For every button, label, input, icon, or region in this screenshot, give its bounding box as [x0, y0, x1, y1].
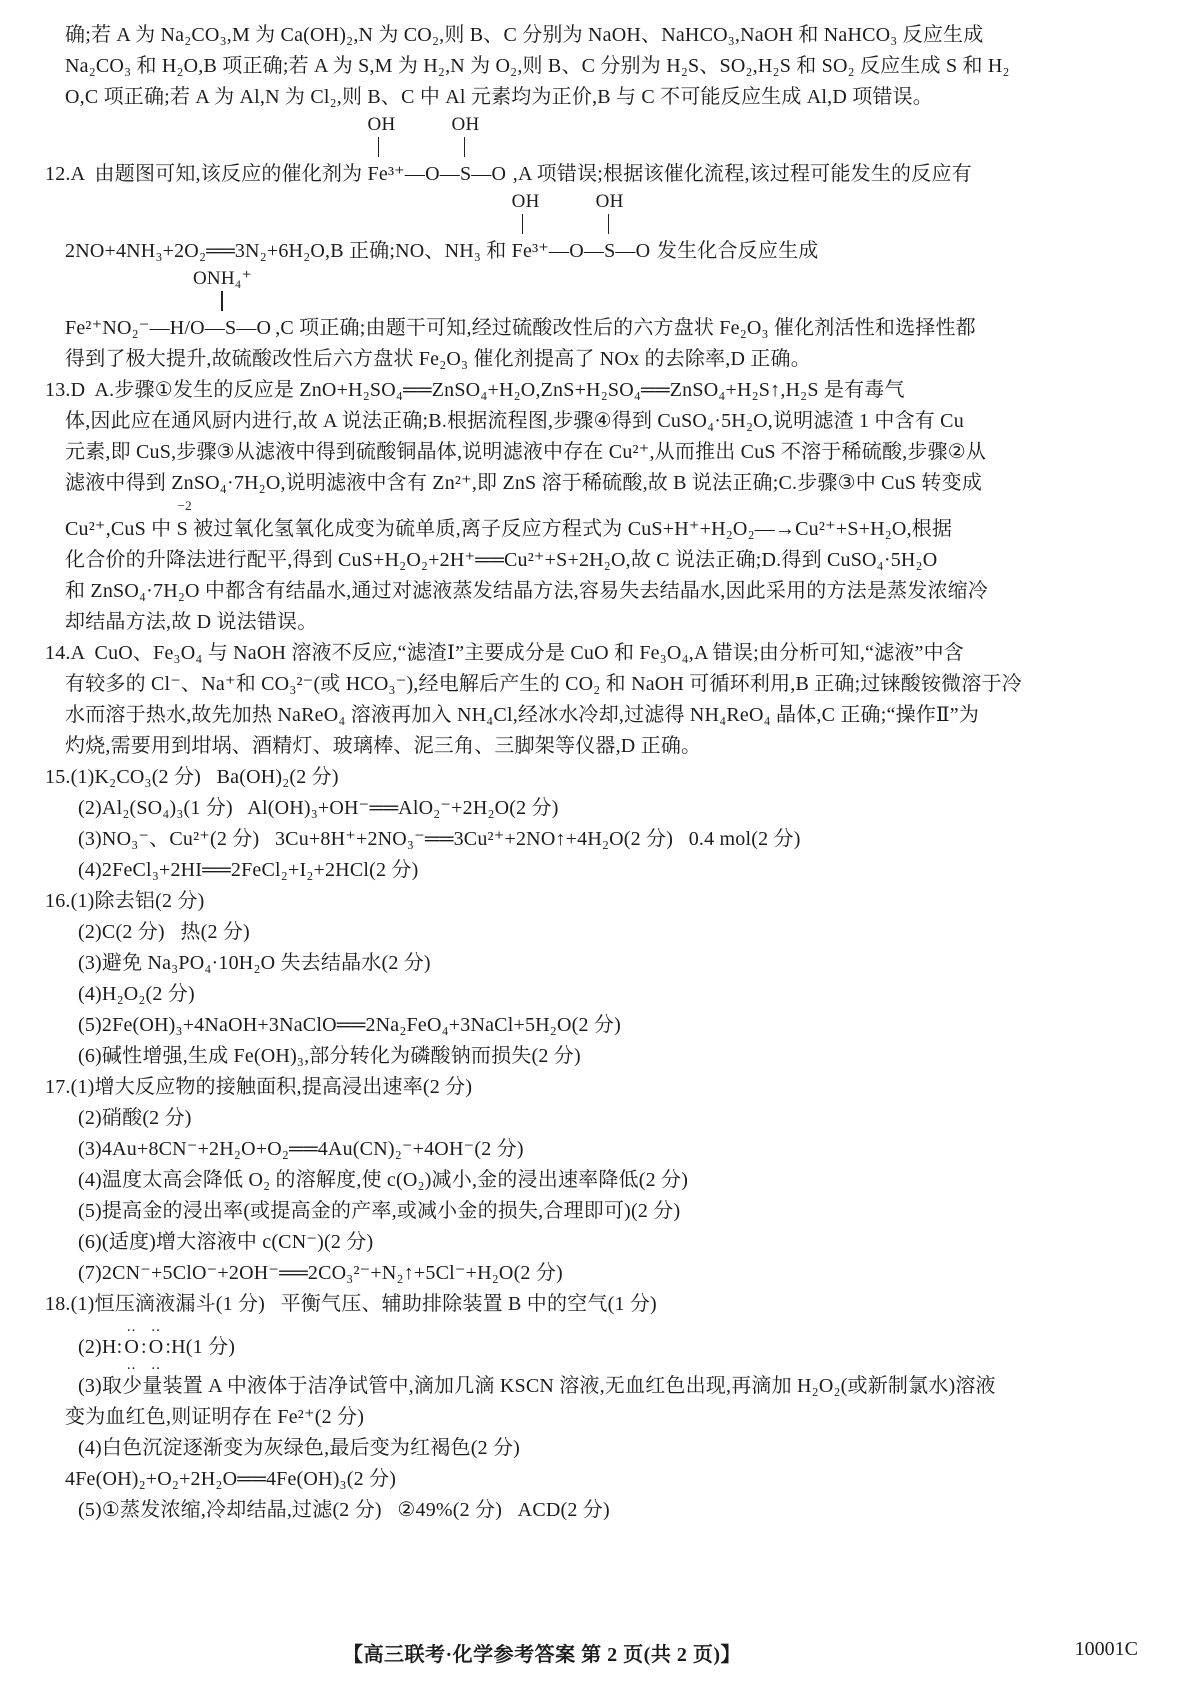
- q13-answer-line: 滤液中得到 ZnSO₄·7H₂O,说明滤液中含有 Zn²⁺,即 ZnS 溶于稀硫酸,故 B 说法正确;C.步骤③中 CuS 转变成: [65, 472, 983, 494]
- q13-answer-line: 13.D A.步骤①发生的反应是 ZnO+H₂SO₄══ZnSO₄+H₂O,ZnS+H₂SO₄══ZnSO₄+H₂S↑,H₂S 是有毒气: [45, 379, 905, 401]
- sulfur-atom: S: [176, 518, 188, 540]
- lone-pair-dots: ..: [126, 1357, 137, 1373]
- q14-answer-line: 灼烧,需要用到坩埚、酒精灯、玻璃棒、泥三角、三脚架等仪器,D 正确。: [65, 735, 702, 757]
- q18-answer-line: 18.(1)恒压滴液漏斗(1 分) 平衡气压、辅助排除装置 B 中的空气(1 分): [45, 1293, 657, 1315]
- q17-answer-line: (4)温度太高会降低 O₂ 的溶解度,使 c(O₂)减小,金的浸出速率降低(2 分): [78, 1169, 689, 1191]
- answer-content: [45, 20, 1145, 1526]
- q15-answer-line: (3)NO₃⁻、Cu²⁺(2 分) 3Cu+8H⁺+2NO₃⁻══3Cu²⁺+2NO↑+4H₂O(2 分) 0.4 mol(2 分): [78, 828, 801, 850]
- q18-answer-line: 变为血红色,则证明存在 Fe²⁺(2 分): [65, 1406, 365, 1428]
- q14-answer-line: 水而溶于热水,故先加热 NaReO₄ 溶液再加入 NH₄Cl,经冰水冷却,过滤得 NH₄ReO₄ 晶体,C 正确;“操作Ⅱ”为: [65, 704, 980, 726]
- structure-chain: Fe²⁺NO₂⁻—H/O—S—O: [65, 317, 272, 339]
- q13-answer-line: 元素,即 CuS,步骤③从滤液中得到硫酸铜晶体,说明滤液中存在 Cu²⁺,从而推出 CuS 不溶于稀硫酸,步骤②从: [65, 441, 987, 463]
- q17-answer-line: 17.(1)增大反应物的接触面积,提高浸出速率(2 分): [45, 1076, 473, 1098]
- catalyst-structure: [512, 190, 652, 267]
- lone-pair-dots: ..: [126, 1319, 137, 1335]
- q16-answer-line: 16.(1)除去铝(2 分): [45, 890, 205, 912]
- q11-answer-line: 确;若 A 为 Na₂CO₃,M 为 Ca(OH)₂,N 为 CO₂,则 B、C 分别为 NaOH、NaHCO₃,NaOH 和 NaHCO₃ 反应生成: [65, 24, 984, 46]
- lewis-oxygen: [124, 1319, 139, 1373]
- q14-answer-line: 有较多的 Cl⁻、Na⁺和 CO₃²⁻(或 HCO₃⁻),经电解后产生的 CO₂ 和 NaOH 可循环利用,B 正确;过铼酸铵微溶于冷: [65, 673, 1022, 695]
- q12-answer-line: [45, 113, 1145, 190]
- q13-answer-line: 化合价的升降法进行配平,得到 CuS+H₂O₂+2H⁺══Cu²⁺+S+2H₂O,故 C 说法正确;D.得到 CuSO₄·5H₂O: [65, 549, 938, 571]
- q12-text-post2: ,C 项正确;由题干可知,经过硫酸改性后的六方盘状 Fe₂O₃ 催化剂活性和选择性都: [270, 317, 976, 339]
- q18-answer-line: (3)取少量装置 A 中液体于洁净试管中,滴加几滴 KSCN 溶液,无血红色出现,再滴加 H₂O₂(或新制氯水)溶液: [78, 1375, 996, 1397]
- q13-answer-line: 却结晶方法,故 D 说法错误。: [65, 611, 318, 633]
- bond-line: [464, 137, 466, 157]
- oxygen-atom: O: [124, 1336, 139, 1358]
- lewis-oxygen: [148, 1319, 164, 1373]
- bond-line: [608, 214, 610, 234]
- q12-text-post: ,A 项错误;根据该催化流程,该过程可能发生的反应有: [507, 163, 972, 185]
- q15-answer-line: 15.(1)K₂CO₃(2 分) Ba(OH)₂(2 分): [45, 766, 339, 788]
- q16-answer-line: (3)避免 Na₃PO₄·10H₂O 失去结晶水(2 分): [78, 952, 431, 974]
- oxidation-state-structure: [176, 498, 192, 545]
- q11-answer-line: O,C 项正确;若 A 为 Al,N 为 Cl₂,则 B、C 中 Al 元素均为正价,B 与 C 不可能反应生成 Al,D 项错误。: [65, 86, 933, 108]
- oh-group-label: OH: [367, 114, 396, 135]
- oxygen-atom: O: [148, 1336, 164, 1358]
- q17-answer-line: (2)硝酸(2 分): [78, 1107, 192, 1129]
- q18-answer-line: (5)①蒸发浓缩,冷却结晶,过滤(2 分) ②49%(2 分) ACD(2 分): [78, 1499, 610, 1521]
- intermediate-structure: [65, 267, 270, 344]
- q16-answer-line: (4)H₂O₂(2 分): [78, 983, 195, 1005]
- lone-pair-dots: ..: [151, 1319, 161, 1335]
- q16-answer-line: (5)2Fe(OH)₃+4NaOH+3NaClO══2Na₂FeO₄+3NaCl+5H₂O(2 分): [78, 1014, 621, 1036]
- q15-answer-line: (2)Al₂(SO₄)₃(1 分) Al(OH)₃+OH⁻══AlO₂⁻+2H₂O(2 分): [78, 797, 559, 819]
- q16-answer-line: (6)碱性增强,生成 Fe(OH)₃,部分转化为磷酸钠而损失(2 分): [78, 1045, 581, 1067]
- footer-exam-title: 【高三联考·化学参考答案 第 2 页(共 2 页)】: [343, 1644, 741, 1666]
- q17-answer-line: (6)(适度)增大溶液中 c(CN⁻)(2 分): [78, 1231, 374, 1253]
- q12-equation-pre: 2NO+4NH₃+2O₂══3N₂+6H₂O,B 正确;NO、NH₃ 和: [65, 240, 512, 262]
- q11-answer-line: Na₂CO₃ 和 H₂O,B 项正确;若 A 为 S,M 为 H₂,N 为 O₂,则 B、C 分别为 H₂S、SO₂,H₂S 和 SO₂ 反应生成 S 和 H₂: [65, 55, 1010, 77]
- q18-lewis-line: [45, 1320, 1145, 1371]
- structure-chain: Fe³⁺—O—S—O: [511, 240, 651, 262]
- q13-answer-line: 和 ZnSO₄·7H₂O 中都含有结晶水,通过对滤液蒸发结晶方法,容易失去结晶水,因此采用的方法是蒸发浓缩冷: [65, 580, 989, 602]
- oh-group-label: OH: [451, 114, 480, 135]
- lone-pair-dots: ..: [151, 1357, 161, 1373]
- q12-text-pre: 12.A 由题图可知,该反应的催化剂为: [45, 163, 368, 185]
- oh-group-label: OH: [595, 191, 624, 212]
- q13-text-post: 被过氧化氢氧化成变为硫单质,离子反应方程式为 CuS+H⁺+H₂O₂—→Cu²⁺+S+H₂O,根据: [187, 518, 953, 540]
- footer-paper-code: 10001C: [1074, 1638, 1138, 1660]
- q12-equation-post: 发生化合反应生成: [651, 240, 819, 262]
- q12-equation-line: [45, 190, 1145, 267]
- q17-answer-line: (7)2CN⁻+5ClO⁻+2OH⁻══2CO₃²⁻+N₂↑+5Cl⁻+H₂O(2 分): [78, 1262, 563, 1284]
- onh4-group-label: ONH₄⁺: [193, 268, 252, 289]
- q13-answer-line: 体,因此应在通风厨内进行,故 A 说法正确;B.根据流程图,步骤④得到 CuSO₄·5H₂O,说明滤渣 1 中含有 Cu: [65, 410, 964, 432]
- bond-line: [522, 214, 524, 234]
- q14-answer-line: 14.A CuO、Fe₃O₄ 与 NaOH 溶液不反应,“滤渣Ⅰ”主要成分是 CuO 和 Fe₃O₄,A 错误;由分析可知,“滤液”中含: [45, 642, 964, 664]
- lewis-pre: (2)H:: [78, 1336, 123, 1358]
- q13-text-pre: Cu²⁺,CuS 中: [65, 518, 177, 540]
- q12-answer-line: 得到了极大提升,故硫酸改性后六方盘状 Fe₂O₃ 催化剂提高了 NOx 的去除率,D 正确。: [65, 348, 811, 370]
- structure-chain: Fe³⁺—O—S—O: [367, 163, 507, 185]
- q18-equation-line: 4Fe(OH)₂+O₂+2H₂O══4Fe(OH)₃(2 分): [65, 1468, 397, 1490]
- q18-answer-line: (4)白色沉淀逐渐变为灰绿色,最后变为红褐色(2 分): [78, 1437, 521, 1459]
- lewis-post: :H(1 分): [165, 1336, 236, 1358]
- q17-answer-line: (5)提高金的浸出率(或提高金的产率,或减小金的损失,合理即可)(2 分): [78, 1200, 681, 1222]
- bond-line: [378, 137, 380, 157]
- q12-intermediate-line: [45, 267, 1145, 344]
- q16-answer-line: (2)C(2 分) 热(2 分): [78, 921, 250, 943]
- oxidation-number: −2: [177, 498, 192, 513]
- q13-answer-line: [45, 499, 1145, 545]
- oh-group-label: OH: [511, 191, 540, 212]
- bond-line: [221, 291, 223, 311]
- catalyst-structure: [368, 113, 508, 190]
- q17-answer-line: (3)4Au+8CN⁻+2H₂O+O₂══4Au(CN)₂⁻+4OH⁻(2 分): [78, 1138, 524, 1160]
- q15-answer-line: (4)2FeCl₃+2HI══2FeCl₂+I₂+2HCl(2 分): [78, 859, 419, 881]
- lewis-separator: :: [140, 1336, 147, 1358]
